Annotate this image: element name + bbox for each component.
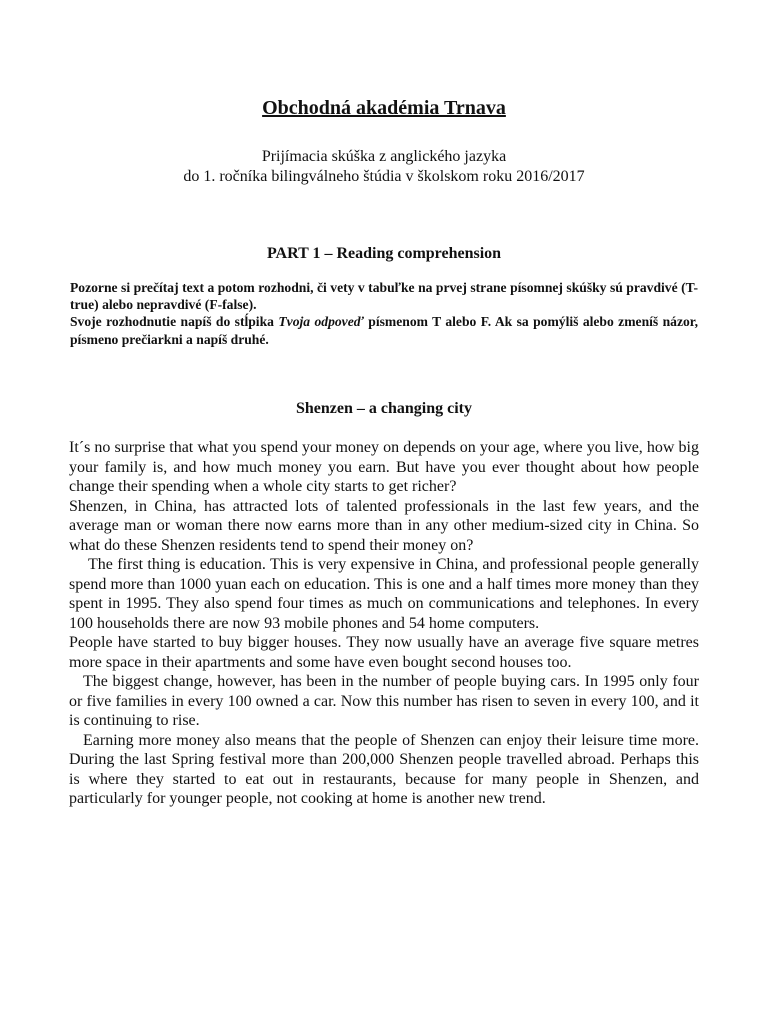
- article-paragraph-1: It´s no surprise that what you spend your money on depends on your age, where you live, how big your family is, and how much money you earn. But have you ever thought about how people change their spending when a whole city starts to get richer?: [69, 439, 699, 495]
- article-paragraph-5: The biggest change, however, has been in the number of people buying cars. In 1995 only four or five families in every 100 owned a car. Now this number has risen to seven in every 100, and it is continuing to rise.: [69, 673, 699, 729]
- school-title: Obchodná akadémia Trnava: [262, 97, 506, 119]
- exam-title-line-1: Prijímacia skúška z anglického jazyka: [261, 148, 507, 165]
- instructions-text-after: písmenom T alebo F. Ak sa pomýliš alebo zmeníš názor, písmeno prečiarkni a napíš druhé.: [70, 314, 698, 347]
- instructions: [70, 279, 698, 348]
- article-title: Shenzen – a changing city: [295, 400, 472, 417]
- article-paragraph-4: People have started to buy bigger houses. They now usually have an average five square metres more space in their apartments and some have even bought second houses too.: [69, 634, 699, 671]
- article-body: [69, 438, 699, 809]
- article-paragraph-3: The first thing is education. This is very expensive in China, and professional people generally spend more than 1000 yuan each on education. This is one and a half times more money than they spent in 1995. They also spend four times as much on communications and telephones. In every 100 households there are now 93 mobile phones and 54 home computers.: [69, 556, 699, 632]
- instructions-paragraph-2: [70, 313, 698, 347]
- instructions-column-name: Tvoja odpoveď: [278, 314, 364, 330]
- article-paragraph-2: Shenzen, in China, has attracted lots of talented professionals in the last few years, and the average man or woman there now earns more than in any other medium-sized city in China. So what do these Shenzen residents tend to spend their money on?: [69, 497, 699, 554]
- instructions-paragraph-1: Pozorne si prečítaj text a potom rozhodni, či vety v tabuľke na prvej strane písomnej skúšky sú pravdivé (T- true) alebo nepravdivé (F-false).: [70, 280, 698, 313]
- exam-title-line-2: do 1. ročníka bilingválneho štúdia v školskom roku 2016/2017: [183, 168, 585, 185]
- part-title: PART 1 – Reading comprehension: [266, 245, 502, 262]
- article-paragraph-6: Earning more money also means that the people of Shenzen can enjoy their leisure time more. During the last Spring festival more than 200,000 Shenzen people travelled abroad. Perhaps this is where they started to eat out in restaurants, because for many people in Shenzen, and particularly for younger people, not cooking at home is another new trend.: [69, 731, 699, 807]
- instructions-text-before: Svoje rozhodnutie napíš do stĺpika: [70, 314, 279, 330]
